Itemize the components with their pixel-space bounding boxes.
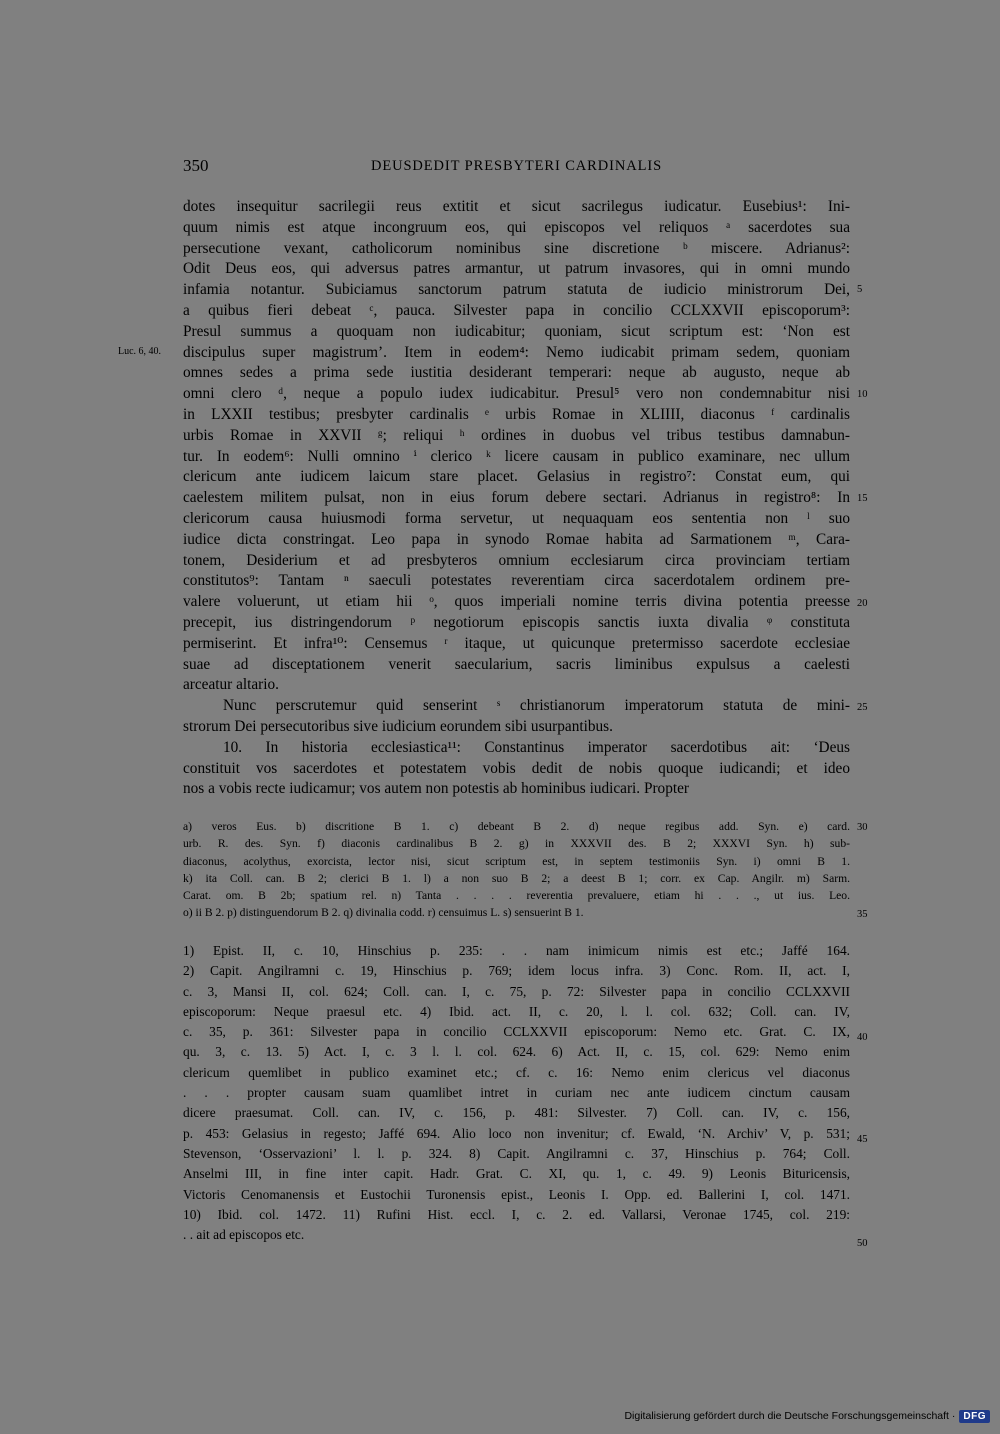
line-number: 40 (857, 1032, 868, 1043)
page-number: 350 (183, 156, 209, 175)
text-line: in LXXII testibus; presbyter cardinalis ᵉ urbis Romae in XLIIII, diaconus ᶠ cardinalis (183, 405, 850, 423)
note-line: p. 453: Gelasius in regesto; Jaffé 694. Alio loco non invenitur; cf. Ewald, ‘N. Archiv’ V, p. 531; (183, 1125, 850, 1141)
text-line: constituit vos sacerdotes et potestatem vobis dedit de nobis quoque iudicandi; et ideo (183, 759, 850, 777)
apparatus-line: urb. R. des. Syn. f) diaconis cardinalibus B 2. g) in XXXVII des. B 2; XXXVI Syn. h) sub- (183, 837, 850, 851)
critical-apparatus (183, 818, 850, 922)
footer-text: Digitalisierung gefördert durch die Deutsche Forschungsgemeinschaft · (624, 1410, 956, 1422)
text-line: strorum Dei persecutoribus sive iudicium eorundem sibi usurpantibus. (183, 717, 613, 735)
text-line: urbis Romae in XXVII ᵍ; reliqui ʰ ordines in duobus vel tribus testibus damnabun- (183, 426, 850, 444)
line-number: 45 (857, 1134, 868, 1145)
text-line: precepit, ius distringendorum ᵖ negotiorum episcopis sanctis iuxta divalia ᵠ constituta (183, 613, 850, 631)
note-line: c. 35, p. 361: Silvester papa in concilio CCLXXVII episcoporum: Nemo etc. Grat. C. IX, (183, 1024, 850, 1040)
text-line: quum nimis est atque incongruum eos, qui episcopos vel reliquos ᵃ sacerdotes sua (183, 218, 850, 236)
apparatus-line: o) ii B 2. p) distinguendorum B 2. q) divinalia codd. r) censuimus L. s) sensuerint B 1. (183, 906, 584, 920)
note-line: 2) Capit. Angilramni c. 19, Hinschius p. 769; idem locus infra. 3) Conc. Rom. II, act. I, (183, 963, 850, 979)
text-line: nos a vobis recte iudicamur; vos autem non potestis ab hominibus iudicari. Propter (183, 780, 689, 798)
note-line: . . . propter causam suam quamlibet intret in curiam nec ante iudicem cinctum causam (183, 1085, 850, 1101)
line-number: 30 (857, 822, 868, 833)
text-line: clericorum causa huiusmodi forma servetur, ut nequaquam eos sententia non ˡ suo (183, 509, 850, 527)
main-text (183, 197, 850, 800)
note-line: Stevenson, ‘Osservazioni’ l. l. p. 324. 8) Capit. Angilramni c. 37, Hinschius p. 764; Coll. (183, 1145, 850, 1161)
line-number: 25 (857, 702, 868, 713)
dfg-logo: DFG (959, 1410, 990, 1423)
line-number: 35 (857, 909, 868, 920)
text-line: a quibus fieri debeat ᶜ, pauca. Silvester papa in concilio CCLXXVII episcoporum³: (183, 301, 850, 319)
text-line: tonem, Desiderium et ad presbyteros omnium ecclesiarum circa provinciam tertiam (183, 551, 850, 569)
apparatus-line: Carat. om. B 2b; spatium rel. n) Tanta . . . . reverentia prevaluere, etiam hi . . ., ut ius. Leo. (183, 889, 850, 903)
text-line: discipulus super magistrum’. Item in eodem⁴: Nemo iudicabit primam sedem, quoniam (183, 343, 850, 361)
note-line: 10) Ibid. col. 1472. 11) Rufini Hist. eccl. I, c. 2. ed. Vallarsi, Veronae 1745, col. 219: (183, 1206, 850, 1222)
text-line: iudice dicta constringat. Leo papa in synodo Romae habita ad Sarmationem ᵐ, Cara- (183, 530, 850, 548)
text-line: 10. In historia ecclesiastica¹¹: Constantinus imperator sacerdotibus ait: ‘Deus (223, 738, 850, 756)
note-line: qu. 3, c. 13. 5) Act. I, c. 3 l. l. col. 624. 6) Act. II, c. 15, col. 629: Nemo enim (183, 1044, 850, 1060)
text-line: clericum ante iudicem laicum stare placet. Gelasius in registro⁷: Constat eum, qui (183, 468, 850, 486)
note-line: Anselmi III, in fine inter capit. Hadr. Grat. C. XI, qu. 1, c. 49. 9) Leonis Bituricensis, (183, 1166, 850, 1182)
note-line: 1) Epist. II, c. 10, Hinschius p. 235: . . nam inimicum nimis est etc.; Jaffé 164. (183, 943, 850, 958)
line-number: 20 (857, 598, 868, 609)
text-line: permiserint. Et infra¹⁰: Censemus ʳ itaque, ut quicunque pretermisso sacerdote ecclesiae (183, 634, 850, 652)
margin-reference: Luc. 6, 40. (118, 346, 162, 357)
apparatus-line: k) ita Coll. can. B 2; clerici B 1. l) a non suo B 2; a deest B 1; corr. ex Cap. Angilr. m) Sarm. (183, 871, 850, 885)
running-title: DEUSDEDIT PRESBYTERI CARDINALIS (370, 158, 663, 174)
note-line: clericum quemlibet in publico examinet etc.; cf. c. 16: Nemo enim clericus vel diaconus (183, 1064, 850, 1080)
text-line: omni clero ᵈ, neque a populo iudex iudicabitur. Presul⁵ vero non condemnabitur nisi (183, 385, 850, 403)
note-line: Victoris Cenomanensis et Eustochii Turonensis epist., Leonis I. Opp. ed. Ballerini I, col. 1471. (183, 1186, 850, 1202)
text-line: suae ad disceptationem venerit saecularium, sacris liminibus expulsus a caelesti (183, 655, 850, 673)
note-line: episcoporum: Neque praesul etc. 4) Ibid. act. II, c. 20, l. l. col. 632; Coll. can. IV, (183, 1003, 850, 1019)
text-line: arceatur altario. (183, 676, 279, 694)
footer (624, 1408, 990, 1424)
text-line: Presul summus a quoquam non iudicabitur; quoniam, sicut scriptum est: ‘Non est (183, 322, 850, 340)
note-line: dicere praesumat. Coll. can. IV, c. 156, p. 481: Silvester. 7) Coll. can. IV, c. 156, (183, 1105, 850, 1121)
line-number: 10 (857, 389, 868, 400)
text-line: valere voluerunt, ut etiam hii ᵒ, quos imperiali nomine terris divina potentia preesse (183, 593, 850, 611)
text-line: Nunc perscrutemur quid senserint ˢ christianorum imperatorum statuta de mini- (223, 697, 850, 715)
line-number: 50 (857, 1238, 868, 1249)
line-number: 15 (857, 493, 868, 504)
page-header (183, 156, 850, 184)
note-line: . . ait ad episcopos etc. (183, 1227, 305, 1243)
note-line: c. 3, Mansi II, col. 624; Coll. can. I, c. 75, p. 72: Silvester papa in concilio CCLXXVII (183, 983, 850, 999)
text-line: constitutos⁹: Tantam ⁿ saeculi potestates reverentiam circa sacerdotalem ordinem pre- (183, 572, 850, 590)
text-line: infamia notantur. Subiciamus sanctorum patrum statuta de iudicio ministrorum Dei, (183, 281, 850, 299)
source-notes (183, 941, 850, 1245)
line-number: 5 (857, 284, 863, 295)
text-line: tur. In eodem⁶: Nulli omnino ⁱ clerico ᵏ licere causam in publico examinare, nec ullum (183, 447, 850, 465)
text-line: caelestem militem pulsat, non in eius forum debere sectari. Adrianus in registro⁸: In (183, 489, 850, 507)
apparatus-line: diaconus, acolythus, exorcista, lector nisi, sicut scriptum est, in septem testimoniis Syn. i) omni B 1. (183, 854, 850, 868)
apparatus-line: a) veros Eus. b) discritione B 1. c) debeant B 2. d) neque regibus add. Syn. e) card. (183, 820, 850, 833)
text-line: dotes insequitur sacrilegii reus extitit et sicut sacrilegus iudicatur. Eusebius¹: Ini- (183, 198, 850, 215)
text-line: omnes sedes a prima sede iustitia desiderant temperari: neque ab augusto, neque ab (183, 364, 850, 382)
text-line: Odit Deus eos, qui adversus patres armantur, ut patrum invasores, qui in omni mundo (183, 260, 850, 278)
text-line: persecutione vexant, catholicorum nominibus sine discretione ᵇ miscere. Adrianus²: (183, 239, 850, 257)
